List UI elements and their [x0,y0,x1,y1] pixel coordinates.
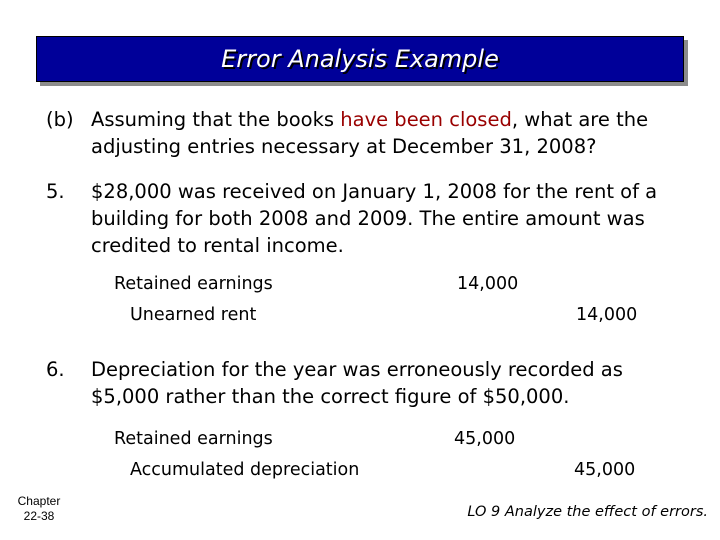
learning-objective: LO 9 Analyze the effect of errors. [467,504,708,520]
item-5-debit-account: Retained earnings [114,274,273,294]
question-text-start: Assuming that the books [91,108,341,131]
chapter-label [10,494,68,524]
slide-title: Error Analysis Example [221,45,499,73]
item-5-credit-account: Unearned rent [130,305,257,325]
item-6-credit-account: Accumulated depreciation [130,460,360,480]
item-5-debit-amount: 14,000 [457,274,519,294]
chapter-title: Chapter [17,494,61,508]
title-bar [36,36,684,82]
question-marker: (b) [46,108,74,131]
item-6-debit-account: Retained earnings [114,429,273,449]
item-6-credit-amount: 45,000 [574,460,636,480]
item-5-number: 5. [46,180,65,203]
question-highlight: have been closed [340,108,512,131]
item-5-credit-amount: 14,000 [576,305,638,325]
item-6-debit-amount: 45,000 [454,429,516,449]
item-5-text: $28,000 was received on January 1, 2008 for the rent of a building for both 2008 and 2009. The entire amount was credited to rental income. [91,180,658,257]
item-6-text: Depreciation for the year was erroneously recorded as $5,000 rather than the correct figure of $50,000. [91,358,623,408]
chapter-page: 22-38 [23,509,55,523]
item-6-number: 6. [46,358,65,381]
question-text [91,106,691,160]
question-text-end: , what are the adjusting entries necessary at December 31, 2008? [91,108,649,158]
